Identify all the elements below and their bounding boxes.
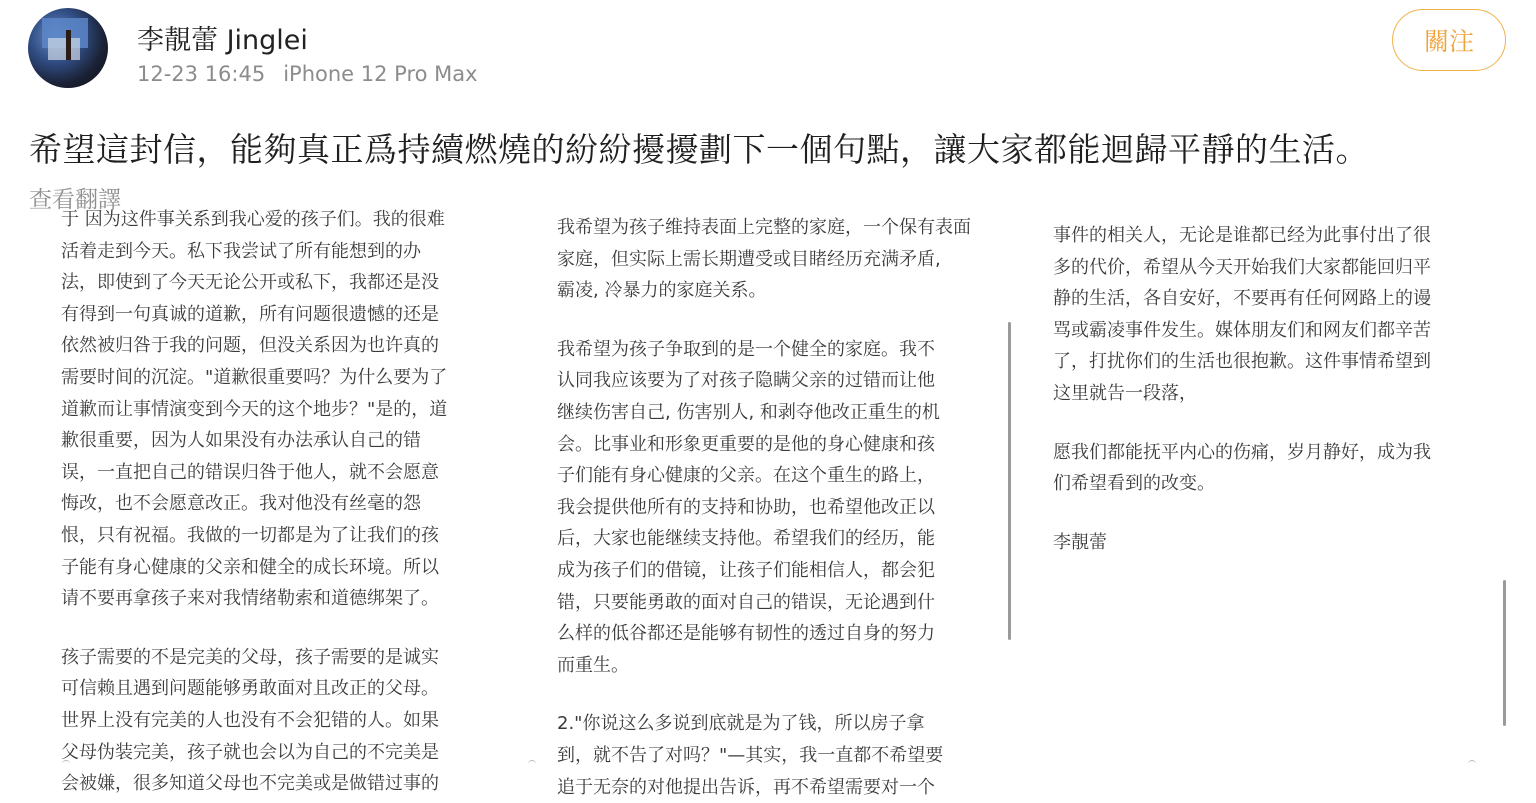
- letter-text-3: [1053, 220, 1483, 558]
- letter-image-3[interactable]: [1040, 225, 1508, 726]
- post-timestamp: 12-23 16:45: [137, 62, 266, 86]
- letter-2-paragraph: 我希望为孩子争取到的是一个健全的家庭。我不 认同我应该要为了对孩子隐瞒父亲的过错而让他 继续伤害自己, 伤害别人, 和剥夺他改正重生的机 会。比事业和形象更重要的是他的身心健康和孩 子们能有身心健康的父亲。在这个重生的路上， 我会提供他所有的支持和协助，也希望他改正以 后，大家也能继续支持他。希望我们的经历，能 成为孩子们的借镜，让孩子们能相信人，都会犯 错，只要能勇敢的面对自己的错误，无论遇到什 么样的低谷都还是能够有韧性的透过自身的努力 而重生。: [557, 338, 940, 676]
- follow-button[interactable]: 關注: [1392, 9, 1506, 71]
- post-text: 希望這封信，能夠真正爲持續燃燒的紛紛擾擾劃下一個句點，讓大家都能迴歸平靜的生活。: [29, 130, 1369, 169]
- post-meta: [137, 62, 478, 86]
- letter-3-paragraph: 愿我们都能抚平内心的伤痛，岁月静好，成为我 们希望看到的改变。: [1053, 441, 1431, 495]
- letter-1-paragraph: 孩子需要的不是完美的父母，孩子需要的是诚实 可信赖且遇到问题能够勇敢面对且改正的父母。 世界上没有完美的人也没有不会犯错的人。如果 父母伪装完美，孩子就也会以为自己的不完美是 会被嫌，很多知道父母也不完美或是做错过事的: [61, 646, 439, 795]
- letter-text-2: [557, 212, 997, 803]
- letter-2-scrollbar[interactable]: [1008, 322, 1011, 640]
- letter-3-scrollbar[interactable]: [1503, 580, 1506, 726]
- letter-3-paragraph: 事件的相关人，无论是谁都已经为此事付出了很 多的代价，希望从今天开始我们大家都能回归平 静的生活，各自安好，不要再有任何网路上的谩 骂或霸凌事件发生。媒体朋友们和网友们都辛苦 了，打扰你们的生活也很抱歉。这件事情希望到 这里就告一段落，: [1053, 225, 1431, 404]
- post-device: iPhone 12 Pro Max: [283, 62, 478, 86]
- share-icon[interactable]: [62, 760, 70, 765]
- letter-image-2[interactable]: [545, 217, 1020, 798]
- letter-2-paragraph: 2."你说这么多说到底就是为了钱，所以房子拿 到，就不告了对吗？"—其实，我一直都不希望要 追于无奈的对他提出告诉，再不希望需要对一个: [557, 713, 944, 798]
- like-icon[interactable]: [1468, 760, 1476, 765]
- action-bar: [0, 748, 1536, 765]
- letter-2-paragraph: 我希望为孩子维持表面上完整的家庭，一个保有表面 家庭，但实际上需长期遭受或目睹经历充满矛盾, 霸凌, 冷暴力的家庭关系。: [557, 217, 971, 302]
- translate-link[interactable]: 查看翻譯: [29, 187, 121, 213]
- letter-3-signature: 李靚蕾: [1053, 531, 1107, 553]
- user-name[interactable]: 李靚蕾 Jinglei: [137, 25, 308, 56]
- user-avatar[interactable]: [28, 8, 108, 88]
- letter-text-1: [61, 204, 491, 800]
- letter-image-1[interactable]: [50, 209, 500, 795]
- avatar-snow: [48, 38, 80, 60]
- comment-icon[interactable]: [528, 760, 536, 765]
- avatar-figure: [66, 30, 71, 60]
- letter-1-paragraph: 于 因为这件事关系到我心爱的孩子们。我的很难 活着走到今天。私下我尝试了所有能想到的办 法，即使到了今天无论公开或私下，我都还是没 有得到一句真诚的道歉，所有问题很遗憾的还是 依然被归咎于我的问题，但没关系因为也许真的 需要时间的沉淀。"道歉很重要吗？为什么要为了 道歉而让事情演变到今天的这个地步？"是的，道 歉很重要，因为人如果没有办法承认自己的错 误，一直把自己的错误归咎于他人，就不会愿意 悔改，也不会愿意改正。我对他没有丝毫的怨 恨，只有祝福。我做的一切都是为了让我们的孩 子能有身心健康的父亲和健全的成长环境。所以 请不要再拿孩子来对我情绪勒索和道德绑架了。: [61, 209, 448, 610]
